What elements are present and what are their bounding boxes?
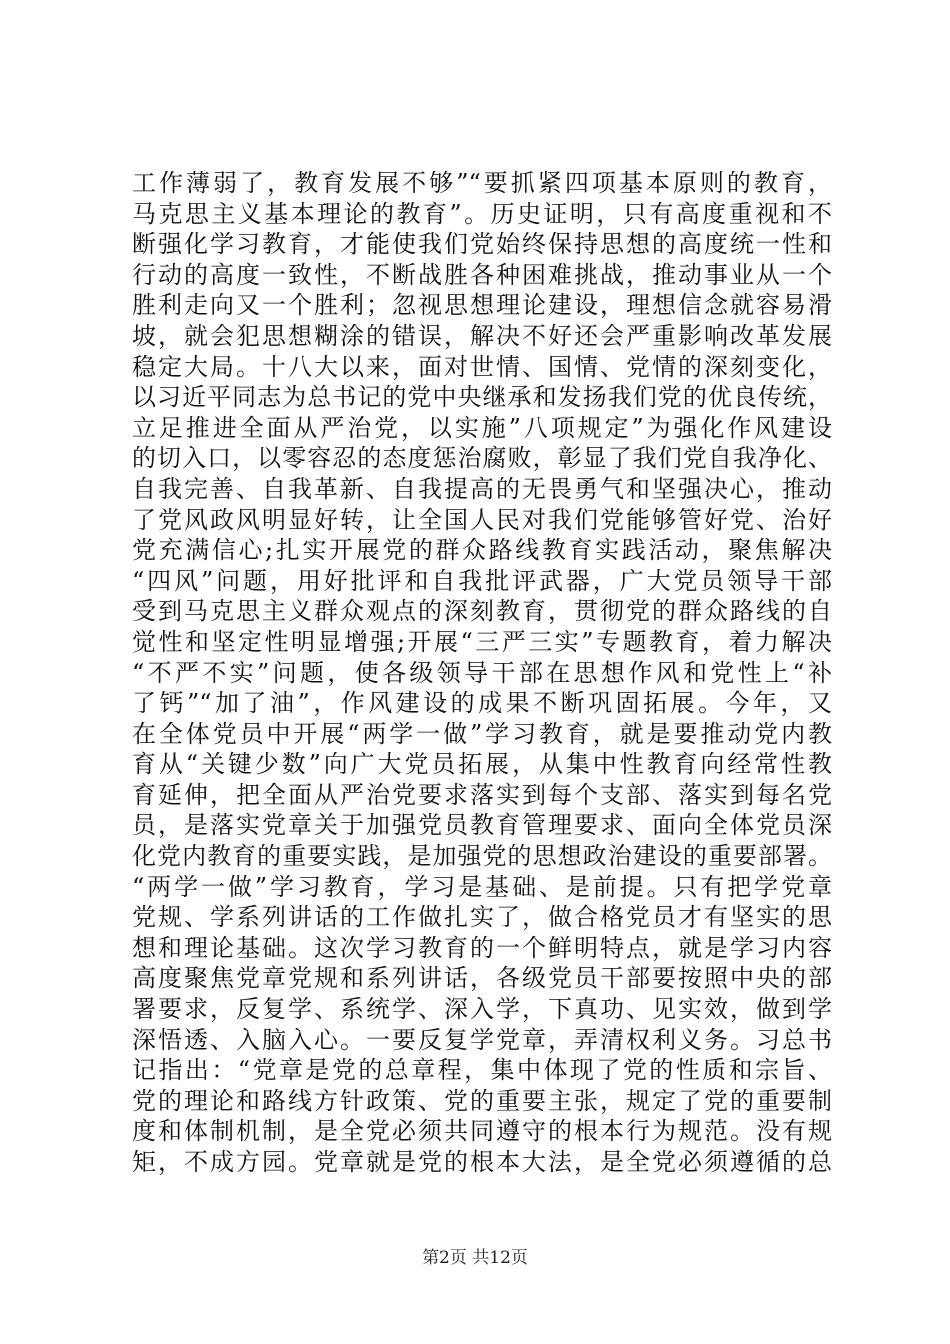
text-line: 立足推进全面从严治党，以实施”八项规定”为强化作风建设 [132,413,832,442]
text-line: “两学一做”学习教育，学习是基础、是前提。只有把学党章 [132,872,832,901]
text-line: 受到马克思主义群众观点的深刻教育，贯彻党的群众路线的自 [132,597,832,626]
text-line: 马克思主义基本理论的教育”。历史证明，只有高度重视和不 [132,199,832,228]
text-line: 育延伸，把全面从严治党要求落实到每个支部、落实到每名党 [132,780,832,809]
text-line: 育从“关键少数”向广大党员拓展，从集中性教育向经常性教 [132,750,832,779]
text-line: 觉性和坚定性明显增强;开展“三严三实”专题教育，着力解决 [132,627,832,656]
text-line: 深悟透、入脑入心。一要反复学党章，弄清权利义务。习总书 [132,1025,832,1054]
text-line: 记指出：“党章是党的总章程，集中体现了党的性质和宗旨、 [132,1056,832,1085]
text-line: 行动的高度一致性，不断战胜各种困难挑战，推动事业从一个 [132,260,832,289]
text-line: 坡，就会犯思想糊涂的错误，解决不好还会严重影响改革发展 [132,321,832,350]
text-line: 断强化学习教育，才能使我们党始终保持思想的高度统一性和 [132,230,832,259]
body-text [132,168,832,1178]
text-line: 高度聚焦党章党规和系列讲话，各级党员干部要按照中央的部 [132,964,832,993]
text-line: 党充满信心;扎实开展党的群众路线教育实践活动，聚焦解决 [132,536,832,565]
text-line: 矩，不成方园。党章就是党的根本大法，是全党必须遵循的总 [132,1148,832,1176]
text-line: 的切入口，以零容忍的态度惩治腐败，彰显了我们党自我净化、 [132,444,832,473]
page-number-footer: 第2页 共12页 [422,1248,528,1268]
text-line: 自我完善、自我革新、自我提高的无畏勇气和坚强决心，推动 [132,474,832,503]
text-line: 党的理论和路线方针政策、党的重要主张，规定了党的重要制 [132,1086,832,1115]
text-line: 工作薄弱了，教育发展不够”“要抓紧四项基本原则的教育， [132,169,832,197]
text-line: 署要求，反复学、系统学、深入学，下真功、见实效，做到学 [132,995,832,1024]
text-line: “四风”问题，用好批评和自我批评武器，广大党员领导干部 [132,566,832,595]
text-line: 以习近平同志为总书记的党中央继承和发扬我们党的优良传统， [132,383,832,412]
text-line: 了钙”“加了油”，作风建设的成果不断巩固拓展。今年，又 [132,689,832,718]
text-line: “不严不实”问题，使各级领导干部在思想作风和党性上“补 [132,658,832,687]
text-line: 胜利走向又一个胜利；忽视思想理论建设，理想信念就容易滑 [132,291,832,320]
text-line: 了党风政风明显好转，让全国人民对我们党能够管好党、治好 [132,505,832,534]
text-line: 稳定大局。十八大以来，面对世情、国情、党情的深刻变化， [132,352,832,381]
text-line: 想和理论基础。这次学习教育的一个鲜明特点，就是学习内容 [132,933,832,962]
text-line: 在全体党员中开展“两学一做”学习教育，就是要推动党内教 [132,719,832,748]
text-line: 党规、学系列讲话的工作做扎实了，做合格党员才有坚实的思 [132,903,832,932]
text-line: 员，是落实党章关于加强党员教育管理要求、面向全体党员深 [132,811,832,840]
text-line: 化党内教育的重要实践，是加强党的思想政治建设的重要部署。 [132,842,832,871]
text-line: 度和体制机制，是全党必须共同遵守的根本行为规范。没有规 [132,1117,832,1146]
